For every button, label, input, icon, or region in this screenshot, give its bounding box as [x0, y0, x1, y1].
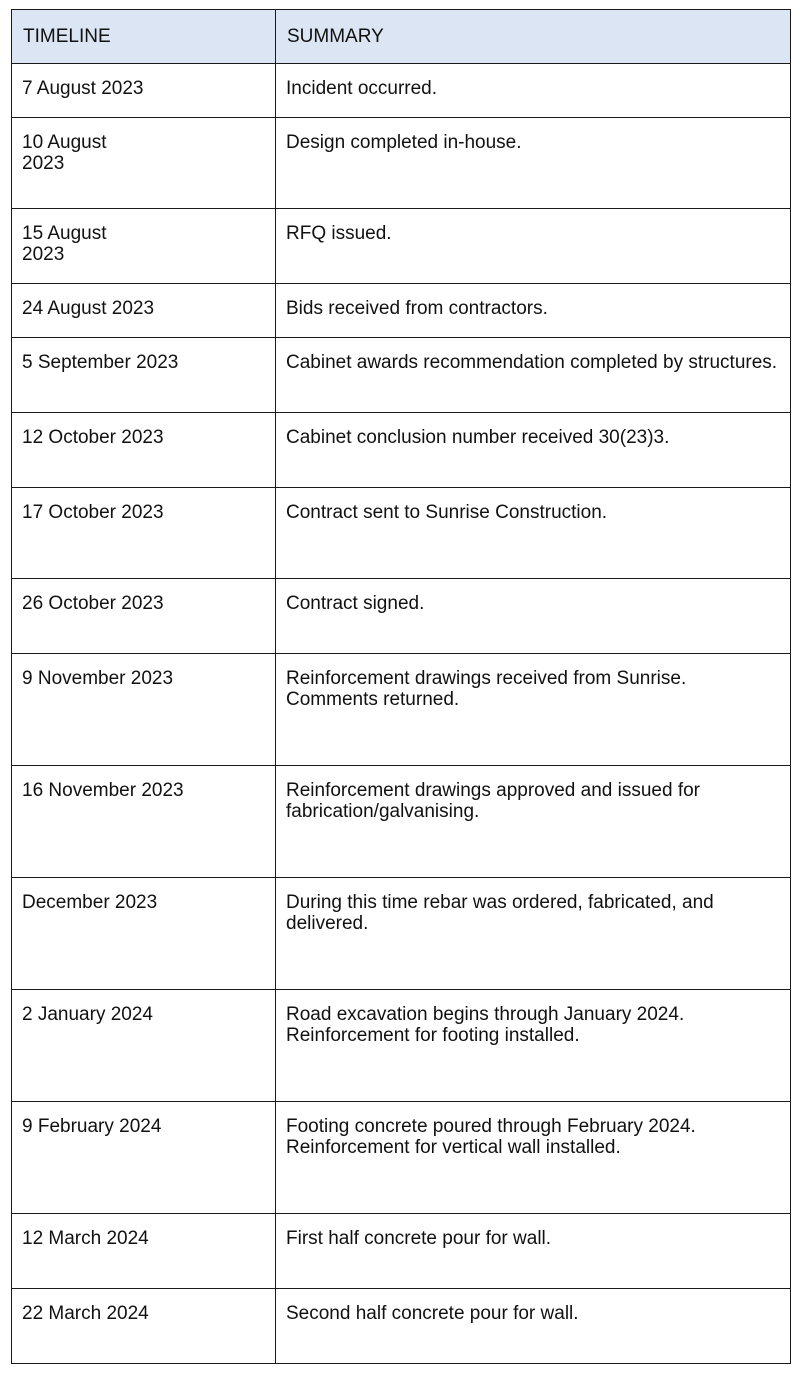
summary-cell: Cabinet conclusion number received 30(23)3. — [276, 413, 791, 488]
timeline-table — [11, 9, 791, 1364]
table-row — [12, 1289, 791, 1364]
summary-cell: During this time rebar was ordered, fabricated, and delivered. — [276, 878, 791, 990]
timeline-column-header: TIMELINE — [12, 10, 276, 64]
table-row — [12, 338, 791, 413]
date-cell: 12 March 2024 — [12, 1214, 276, 1289]
table-header-row — [12, 10, 791, 64]
summary-cell: Design completed in-house. — [276, 118, 791, 209]
date-cell: 2 January 2024 — [12, 990, 276, 1102]
date-text: 15 August 2023 — [22, 223, 107, 265]
table-row — [12, 579, 791, 654]
date-cell: 16 November 2023 — [12, 766, 276, 878]
table-row — [12, 413, 791, 488]
date-cell: 9 November 2023 — [12, 654, 276, 766]
table-row — [12, 1102, 791, 1214]
date-cell: 24 August 2023 — [12, 284, 276, 338]
table-row — [12, 878, 791, 990]
summary-cell: Reinforcement drawings received from Sunrise. Comments returned. — [276, 654, 791, 766]
summary-cell: Second half concrete pour for wall. — [276, 1289, 791, 1364]
date-cell: 5 September 2023 — [12, 338, 276, 413]
summary-column-header: SUMMARY — [276, 10, 791, 64]
date-cell: December 2023 — [12, 878, 276, 990]
table-row — [12, 1214, 791, 1289]
date-text: 10 August 2023 — [22, 132, 107, 174]
table-row — [12, 990, 791, 1102]
summary-cell: Incident occurred. — [276, 64, 791, 118]
table-row — [12, 209, 791, 284]
date-cell — [12, 209, 276, 284]
date-cell: 17 October 2023 — [12, 488, 276, 579]
date-cell: 7 August 2023 — [12, 64, 276, 118]
table-row — [12, 284, 791, 338]
date-cell: 26 October 2023 — [12, 579, 276, 654]
summary-cell: RFQ issued. — [276, 209, 791, 284]
summary-cell: Footing concrete poured through February 2024. Reinforcement for vertical wall installed. — [276, 1102, 791, 1214]
date-cell: 22 March 2024 — [12, 1289, 276, 1364]
table-row — [12, 64, 791, 118]
summary-cell: Contract signed. — [276, 579, 791, 654]
date-cell — [12, 118, 276, 209]
summary-cell: Reinforcement drawings approved and issued for fabrication/galvanising. — [276, 766, 791, 878]
table-row — [12, 118, 791, 209]
table-row — [12, 766, 791, 878]
summary-cell: First half concrete pour for wall. — [276, 1214, 791, 1289]
date-cell: 12 October 2023 — [12, 413, 276, 488]
summary-cell: Road excavation begins through January 2024. Reinforcement for footing installed. — [276, 990, 791, 1102]
summary-cell: Contract sent to Sunrise Construction. — [276, 488, 791, 579]
date-cell: 9 February 2024 — [12, 1102, 276, 1214]
summary-cell: Bids received from contractors. — [276, 284, 791, 338]
table-row — [12, 654, 791, 766]
summary-cell: Cabinet awards recommendation completed by structures. — [276, 338, 791, 413]
table-row — [12, 488, 791, 579]
